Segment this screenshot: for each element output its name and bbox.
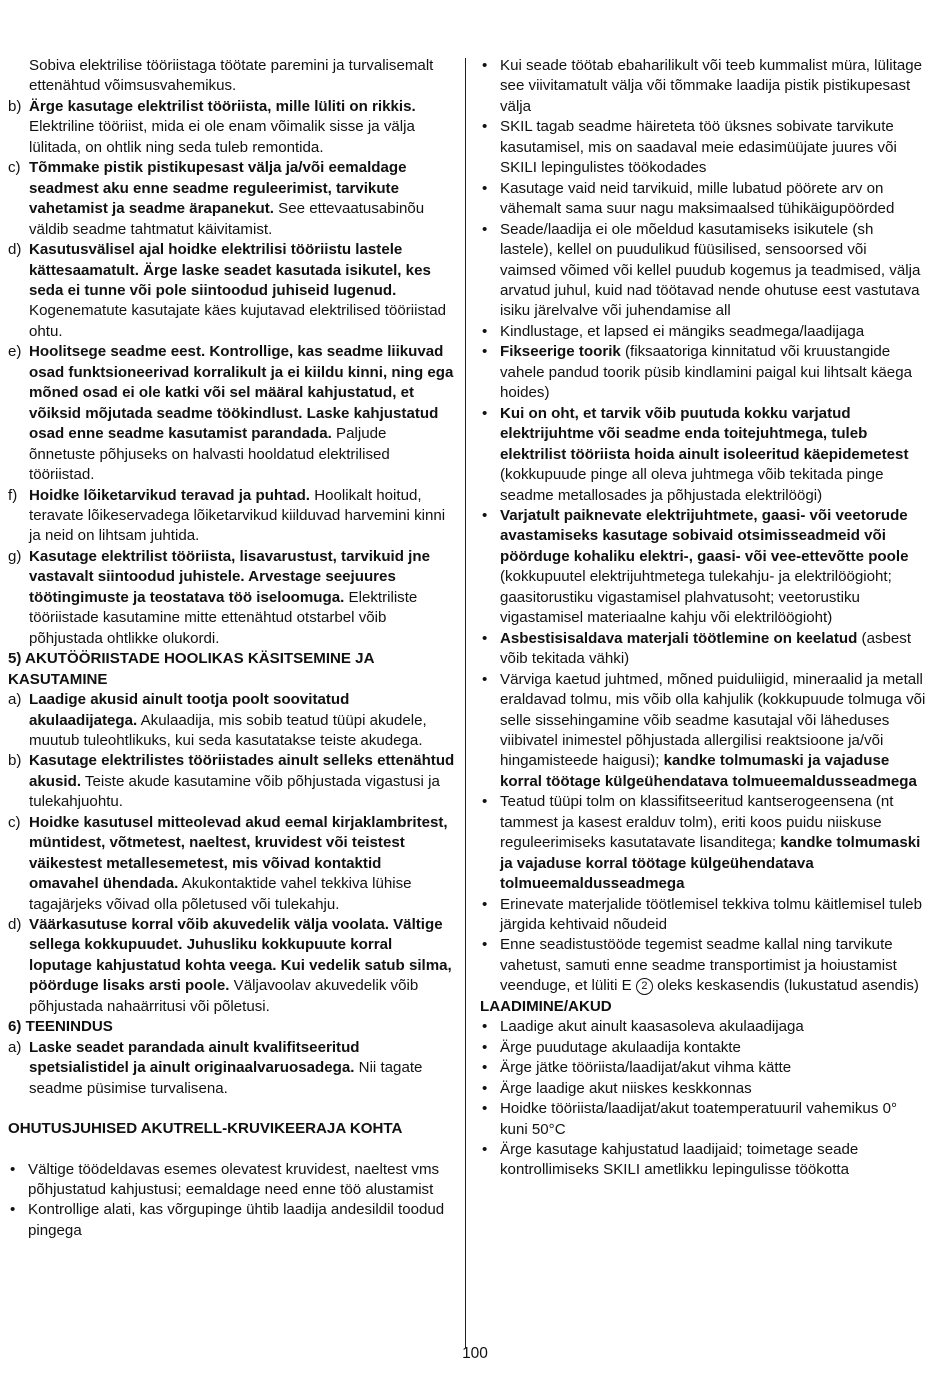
bullet-item <box>480 342 926 403</box>
bullet-text: Laadige akut ainult kaasasoleva akulaadijaga <box>500 1018 804 1036</box>
list-marker: d) <box>8 916 22 934</box>
page-number: 100 <box>462 1345 488 1362</box>
item-bold: Hoidke kasutusel mitteolevad akud eemal kirjaklambritest, müntidest, võtmetest, naeltest, kruvidest või teistest väikestest metallesemetest, mis võivad kontaktid omavahel ühendada. <box>29 813 448 893</box>
column-divider <box>465 58 466 1348</box>
list-item-f <box>8 486 455 547</box>
bullet-text: (asbest võib tekitada vähki) <box>500 629 912 668</box>
list-marker: a) <box>8 691 22 709</box>
list-item-5b <box>8 751 455 812</box>
bullet-text: (kokkupuutel elektrijuhtmetega tulekahju- ja elektrilöögioht; gaasitorustiku vigastamisel plahvatusoht; veetorustiku vigastamisel materiaalne kahju või elektrilöögioht) <box>500 568 892 627</box>
bullet-text: Kasutage vaid neid tarvikuid, mille lubatud pöörete arv on vähemalt sama suur nagu maksimaalsed tühikäigupöörded <box>500 179 895 218</box>
bullet-text: Kontrollige alati, kas võrgupinge ühtib laadija andesildil toodud pingega <box>28 1201 445 1239</box>
item-text: Akulaadija, mis sobib teatud tüüpi akudele, muutub tuleohtlikuks, kui seda kasutatakse teiste akudega. <box>29 711 427 749</box>
item-text: Akukontaktide vahel tekkiva lühise tagajärjeks võivad olla põletused või tulekahju. <box>29 875 412 913</box>
list-marker: c) <box>8 159 21 177</box>
bullet-text: Vältige töödeldavas esemes olevatest kruvidest, naeltest vms põhjustatud kahjustusi; eemaldage need enne töö alustamist <box>28 1160 440 1199</box>
item-text: Kogenematute kasutajate käes kujutavad elektrilised tööriistad ohtu. <box>29 302 447 340</box>
bullet-icon: • <box>10 1160 16 1178</box>
list-item-5c <box>8 813 455 915</box>
bullet-bold: Varjatult paiknevate elektrijuhtmete, gaasi- või veetorude avastamiseks kasutage sobivaid otsimisseadmeid või pöörduge kohaliku elektri-, gaasi- või vee-ettevõtte poole <box>500 506 909 565</box>
bullet-icon: • <box>482 629 488 647</box>
list-item-b <box>8 97 455 158</box>
item-text: Hoolikalt hoitud, teravate lõikeservadega lõiketarvikud kiilduvad harvemini kinni ja neid on lihtsam juhtida. <box>29 486 446 545</box>
bullet-text: Ärge kasutage kahjustatud laadijaid; toimetage seade kontrollimiseks SKILI ametlikku lepingulisse töökotta <box>500 1141 859 1179</box>
bullet-text: Kui seade töötab ebaharilikult või teeb kummalist müra, lülitage see viivitamatult välja või tõmmake laadija pistik pistikupesast välja <box>500 57 923 115</box>
bullet-item <box>480 629 926 670</box>
bullet-icon: • <box>482 936 488 954</box>
list-marker: b) <box>8 97 22 115</box>
right-column <box>480 56 926 1181</box>
item-bold: Laske seadet parandada ainult kvalifitseeritud spetsialistidel ja ainult originaalvaruosadega. <box>29 1038 360 1077</box>
bullet-bold: Asbestisisaldava materjali töötlemine on keelatud <box>500 629 858 647</box>
list-item-5a <box>8 690 455 751</box>
bullet-text: Seade/laadija ei ole mõeldud kasutamiseks isikutele (sh lastele), kellel on puudulikud füüsilised, sensoorsed või vaimsed võimed või kellel puudub kogemus ja teadmised, välja arvatud juhul, kuid nad töötavad nende ohutuse eest vastutava isiku järelvalve või juhendamise all <box>500 220 921 320</box>
list-marker: b) <box>8 752 22 770</box>
bullet-item <box>480 1058 926 1078</box>
bullet-icon: • <box>482 1018 488 1036</box>
bullet-text: (kokkupuude pinge all oleva juhtmega võib tekitada pinge seadme metallosades ja põhjustada elektrilöögi) <box>500 466 884 504</box>
list-item-c <box>8 158 455 240</box>
list-marker: c) <box>8 813 21 831</box>
item-bold: Kasutage elektrilistes tööriistades ainult selleks ettenähtud akusid. <box>29 752 455 790</box>
item-bold: Hoolitsege seadme eest. Kontrollige, kas seadme liikuvad osad funktsioneerivad korralikult ja ei kiildu kinni, ning ega mõned osad ei ole katki või sel määral kahjustatud, et võiksid mõjutada seadme töökindlust. Laske kahjustatud osad enne seadme kasutamist parandada. <box>29 343 454 443</box>
list-marker: e) <box>8 343 22 361</box>
bullet-item <box>480 179 926 220</box>
list-item-g <box>8 547 455 649</box>
bullet-icon: • <box>482 506 488 524</box>
safety-heading: OHUTUSJUHISED AKUTRELL-KRUVIKEERAJA KOHTA <box>8 1120 403 1138</box>
bullet-icon: • <box>482 1100 488 1118</box>
item-text: Väljavoolav akuvedelik võib põhjustada nahaärritusi või põletusi. <box>29 977 419 1015</box>
bullet-bold: kandke tolmumaski ja vajaduse korral töötage külgeühendatava tolmueemaldusseadmega <box>500 834 921 893</box>
bullet-text: Ärge puudutage akulaadija kontakte <box>500 1038 741 1056</box>
circled-number-icon: 2 <box>636 978 653 995</box>
bullet-icon: • <box>482 1059 488 1077</box>
bullet-item <box>480 404 926 506</box>
bullet-text: Ärge laadige akut niiskes keskkonnas <box>500 1079 752 1097</box>
bullet-bold: Fikseerige toorik <box>500 343 621 361</box>
list-item-6a <box>8 1038 455 1099</box>
item-bold: Kasutage elektrilist tööriista, lisavarustust, tarvikuid jne vastavalt siintoodud juhistele. Arvestage seejuures töötingimuste ja teostatava töö iseloomuga. <box>29 547 430 606</box>
item-text: Elektriliste tööriistade kasutamine mitte ettenähtud otstarbel võib põhjustada ohtlikke olukordi. <box>29 588 418 647</box>
item-text: Teiste akude kasutamine võib põhjustada vigastusi ja tulekahjuohtu. <box>29 772 440 811</box>
bullet-icon: • <box>482 895 488 913</box>
bullet-item <box>480 670 926 793</box>
list-marker: f) <box>8 486 18 504</box>
item-text: Paljude õnnetuste põhjuseks on halvasti hooldatud elektrilised tööriistad. <box>29 425 390 484</box>
intro-text: Sobiva elektrilise tööriistaga töötate paremini ja turvalisemalt ettenähtud võimsusvahemikus. <box>29 57 434 95</box>
bullet-icon: • <box>482 793 488 811</box>
charging-title: LAADIMINE/AKUD <box>480 997 612 1015</box>
item-bold: Laadige akusid ainult tootja poolt soovitatud akulaadijatega. <box>29 691 350 729</box>
bullet-icon: • <box>482 404 488 422</box>
bullet-text: Hoidke tööriista/laadijat/akut toatemperatuuril vahemikus 0° kuni 50°C <box>500 1100 897 1138</box>
bullet-item <box>480 220 926 322</box>
section-5-title: 5) AKUTÖÖRIISTADE HOOLIKAS KÄSITSEMINE JA KASUTAMINE <box>8 650 374 688</box>
bullet-icon: • <box>482 670 488 688</box>
bullet-icon: • <box>10 1201 16 1219</box>
item-bold: Ärge kasutage elektrilist tööriista, mille lüliti on rikkis. <box>29 97 416 115</box>
bullet-icon: • <box>482 343 488 361</box>
bullet-item <box>480 56 926 117</box>
bullet-item <box>480 322 926 342</box>
bullet-text: oleks keskasendis (lukustatud asendis) <box>657 977 919 995</box>
bullet-item <box>480 1017 926 1037</box>
item-bold: Kasutusvälisel ajal hoidke elektrilisi tööriistu lastele kättesaamatult. Ärge laske seadet kasutada isikutel, kes seda ei tunne või pole siintoodud juhiseid lugenud. <box>29 241 431 299</box>
bullet-bold: kandke tolmumaski ja vajaduse korral töötage külgeühendatava tolmueemaldusseadmega <box>500 752 917 790</box>
bullet-item <box>8 1200 455 1241</box>
bullet-text: Kindlustage, et lapsed ei mängiks seadmega/laadijaga <box>500 322 865 340</box>
bullet-icon: • <box>482 220 488 238</box>
bullet-item <box>480 1099 926 1140</box>
item-bold: Väärkasutuse korral võib akuvedelik välja voolata. Vältige sellega kokkupuudet. Juhusliku kokkupuute korral loputage kahjustatud kohta veega. Kui vedelik satub silma, pöörduge lisaks arsti poole. <box>29 916 452 995</box>
list-item-5d <box>8 915 455 1017</box>
item-text: Elektriline tööriist, mida ei ole enam võimalik sisse ja välja lülitada, on ohtlik ning seda tuleb remontida. <box>29 118 415 156</box>
section-6-title: 6) TEENINDUS <box>8 1018 113 1036</box>
bullet-icon: • <box>482 1038 488 1056</box>
bullet-icon: • <box>482 57 488 74</box>
bullet-icon: • <box>482 1079 488 1097</box>
bullet-icon: • <box>482 118 488 136</box>
bullet-item <box>480 117 926 178</box>
bullet-item <box>480 935 926 996</box>
bullet-item <box>480 792 926 894</box>
bullet-icon: • <box>482 179 488 197</box>
bullet-text: (fiksaatoriga kinnitatud või kruustangide vahele pandud toorik püsib kindlamini paigal kui lihtsalt käega hoides) <box>500 343 912 402</box>
list-marker: g) <box>8 547 22 565</box>
list-item-d <box>8 240 455 342</box>
item-bold: Hoidke lõiketarvikud teravad ja puhtad. <box>29 486 310 504</box>
bullet-bold: Kui on oht, et tarvik võib puutuda kokku varjatud elektrijuhtme või seadme enda toitejuhtmega, tuleb elektrilist tööriista hoida ainult isoleeritud käepidemetest <box>500 404 909 463</box>
item-text: See ettevaatusabinõu väldib seadme tahtmatut käivitamist. <box>29 200 425 238</box>
bullet-text: Enne seadistustööde tegemist seadme kallal ning tarvikute vahetust, samuti enne seadme transportimist ja hoiustamist veenduge, et lüliti E <box>500 936 897 995</box>
bullet-item <box>480 506 926 629</box>
bullet-text: SKIL tagab seadme häireteta töö üksnes sobivate tarvikute kasutamisel, mis on saadaval meie edasimüüjate juures või SKILI lepingulistes töökodades <box>500 118 897 177</box>
bullet-item <box>480 1079 926 1099</box>
item-text: Nii tagate seadme püsimise turvalisena. <box>29 1059 423 1097</box>
bullet-item <box>480 895 926 936</box>
bullet-text: Teatud tüüpi tolm on klassifitseeritud kantserogeensena (nt tammest ja kasest eralduv tolm), eriti koos puidu niiskuse reguleerimiseks kasutatavate lisanditega; <box>500 793 894 852</box>
bullet-item <box>480 1038 926 1058</box>
bullet-icon: • <box>482 322 488 340</box>
bullet-item <box>8 1160 455 1201</box>
left-column <box>8 56 455 1241</box>
bullet-text: Värviga kaetud juhtmed, mõned puiduliigid, mineraalid ja metall eraldavad tolmu, mis võib olla kahjulik (kokkupuude tolmuga või selle sissehingamine võib seadme kasutajal või läheduses viibivatel inimestel põhjustada allergilisi reaktsioone ja/või hingamisteede haigusi); <box>500 670 926 770</box>
list-marker: d) <box>8 241 22 259</box>
bullet-item <box>480 1140 926 1181</box>
list-marker: a) <box>8 1038 22 1056</box>
item-bold: Tõmmake pistik pistikupesast välja ja/või eemaldage seadmest aku enne seadme reguleerimist, tarvikute vahetamist ja seadme ärapanekut. <box>29 159 407 218</box>
list-item-e <box>8 342 455 485</box>
bullet-text: Ärge jätke tööriista/laadijat/akut vihma kätte <box>500 1059 792 1077</box>
bullet-icon: • <box>482 1141 488 1159</box>
bullet-text: Erinevate materjalide töötlemisel tekkiva tolmu käitlemisel tuleb järgida kehtivaid nõudeid <box>500 895 922 934</box>
